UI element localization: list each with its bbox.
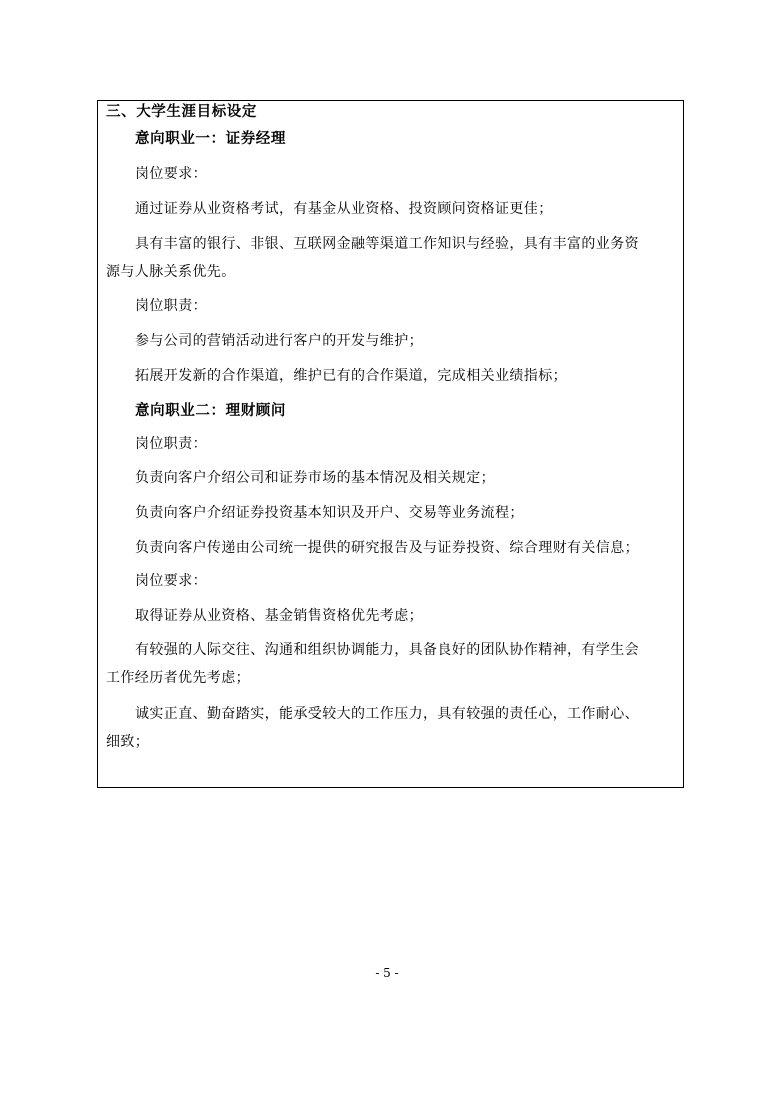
job1-requirement-1: 通过证券从业资格考试，有基金从业资格、投资顾问资格证更佳； (135, 201, 553, 217)
job2-requirement-2: 有较强的人际交往、沟通和组织协调能力，具备良好的团队协作精神，有学生会 (135, 642, 639, 658)
job2-requirement-3: 诚实正直、勤奋踏实，能承受较大的工作压力，具有较强的责任心，工作耐心、 (135, 706, 639, 722)
job1-requirement-2: 具有丰富的银行、非银、互联网金融等渠道工作知识与经验，具有丰富的业务资 (135, 236, 639, 252)
job1-duties-heading: 岗位职责： (135, 298, 207, 314)
job2-duty-2: 负责向客户介绍证券投资基本知识及开户、交易等业务流程； (135, 505, 524, 521)
job1-duty-1: 参与公司的营销活动进行客户的开发与维护； (135, 333, 423, 349)
job2-title: 意向职业二：理财顾问 (135, 402, 286, 419)
section-title: 三、大学生涯目标设定 (106, 103, 257, 120)
job2-duty-3: 负责向客户传递由公司统一提供的研究报告及与证券投资、综合理财有关信息； (135, 540, 639, 556)
job1-duty-2: 拓展开发新的合作渠道，维护已有的合作渠道，完成相关业绩指标； (135, 368, 567, 384)
job1-requirements-heading: 岗位要求： (135, 166, 207, 182)
job2-duty-1: 负责向客户介绍公司和证券市场的基本情况及相关规定； (135, 470, 495, 486)
job2-requirement-1: 取得证券从业资格、基金销售资格优先考虑； (135, 608, 423, 624)
job2-requirement-2-cont: 工作经历者优先考虑； (106, 670, 250, 686)
page-number: - 5 - (375, 966, 399, 980)
job2-requirements-heading: 岗位要求： (135, 573, 207, 589)
job2-duties-heading: 岗位职责： (135, 436, 207, 452)
job1-title: 意向职业一：证券经理 (135, 130, 286, 147)
job2-requirement-3-cont: 细致； (106, 734, 150, 750)
job1-requirement-2-cont: 源与人脉关系优先。 (106, 264, 236, 280)
